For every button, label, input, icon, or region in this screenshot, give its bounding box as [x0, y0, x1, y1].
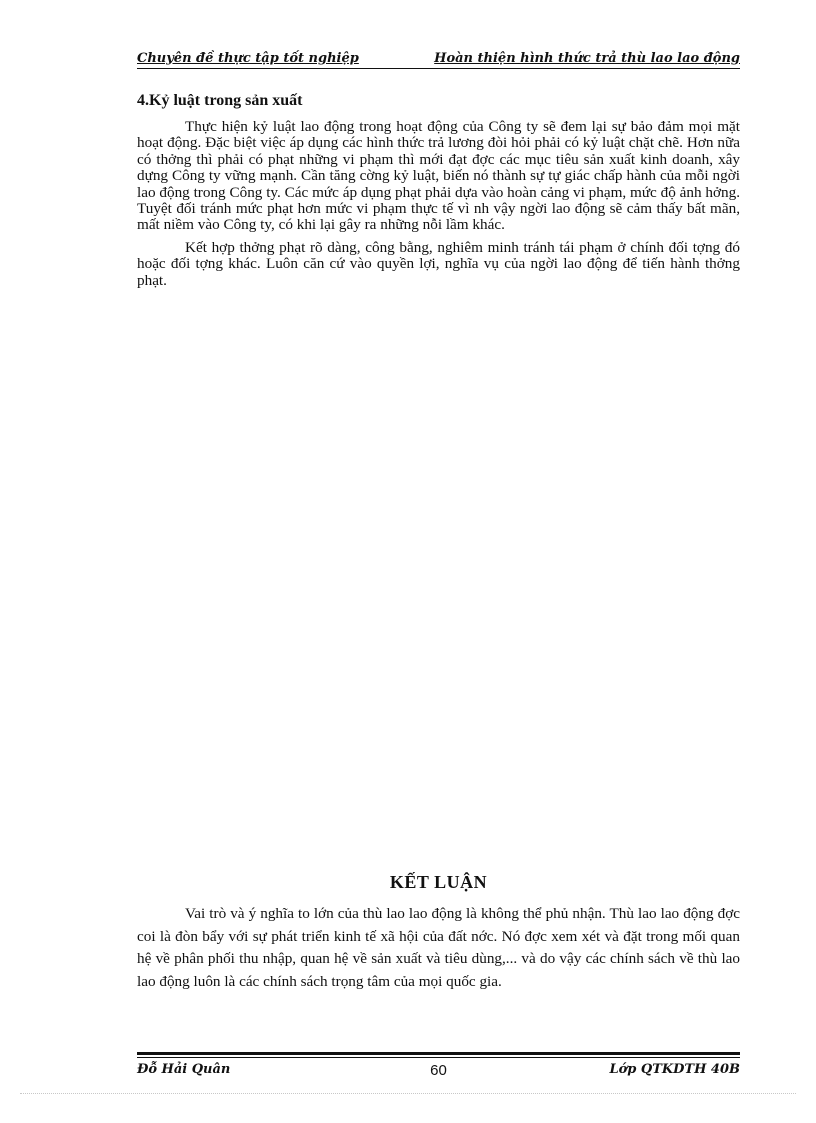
header-left-text: Chuyên đề thực tập tốt nghiệp	[137, 51, 359, 66]
page-footer	[137, 1062, 740, 1080]
header-right-text: Hoàn thiện hình thức trả thù lao lao động	[434, 51, 740, 66]
conclusion-paragraph: Vai trò và ý nghĩa to lớn của thù lao lao động là không thể phủ nhận. Thù lao lao động đợc coi là đòn bẩy với sự phát triển kinh tế xã hội của đất nớc. Nó đợc xem xét và đặt trong mối quan hệ về phân phối thu nhập, quan hệ về sản xuất và tiêu dùng,... và do vậy các chính sách về thù lao lao động luôn là các chính sách trọng tâm của mọi quốc gia.	[137, 905, 740, 990]
conclusion-body	[137, 903, 740, 999]
footer-class: Lớp QTKDTH 40B	[609, 1062, 740, 1077]
header-rule	[137, 68, 740, 69]
footer-author: Đỗ Hải Quân	[137, 1062, 231, 1077]
page-number: 60	[430, 1062, 447, 1079]
page-bottom-dotted-border	[20, 1093, 796, 1094]
footer-rule-thin	[137, 1057, 740, 1058]
section-body	[137, 119, 740, 295]
section-paragraph-2: Kết hợp thởng phạt rõ dàng, công bằng, nghiêm minh tránh tái phạm ở chính đối tợng đó hoặc đối tợng khác. Luôn căn cứ vào quyền lợi, nghĩa vụ của ngời lao động để tiến hành thởng phạt.	[137, 238, 740, 289]
page-header	[137, 50, 740, 68]
footer-rule-thick	[137, 1052, 740, 1055]
section-heading: 4.Kỷ luật trong sản xuất	[137, 92, 303, 109]
section-paragraph-1: Thực hiện kỷ luật lao động trong hoạt động của Công ty sẽ đem lại sự bảo đảm mọi mặt hoạt động. Đặc biệt việc áp dụng các hình thức trả lương đòi hỏi phải có kỷ luật chặt chẽ. Hơn nữa có thởng thì phải có phạt những vi phạm thì mới đạt đợc các mục tiêu sản xuất kinh doanh, xây dựng Công ty vững mạnh. Cần tăng cờng kỷ luật, biến nó thành sự tự giác chấp hành của mỗi ngời lao động trong Công ty. Các mức áp dụng phạt phải dựa vào hoàn cảng vi phạm, mức độ ảnh hởng. Tuyệt đối tránh mức phạt hơn mức vi phạm thực tế vì nh vậy ngời lao động sẽ cảm thấy bất mãn, mất niềm vào Công ty, có khi lại gây ra những nỗi lầm khác.	[137, 118, 740, 234]
conclusion-heading: KẾT LUẬN	[389, 872, 488, 892]
